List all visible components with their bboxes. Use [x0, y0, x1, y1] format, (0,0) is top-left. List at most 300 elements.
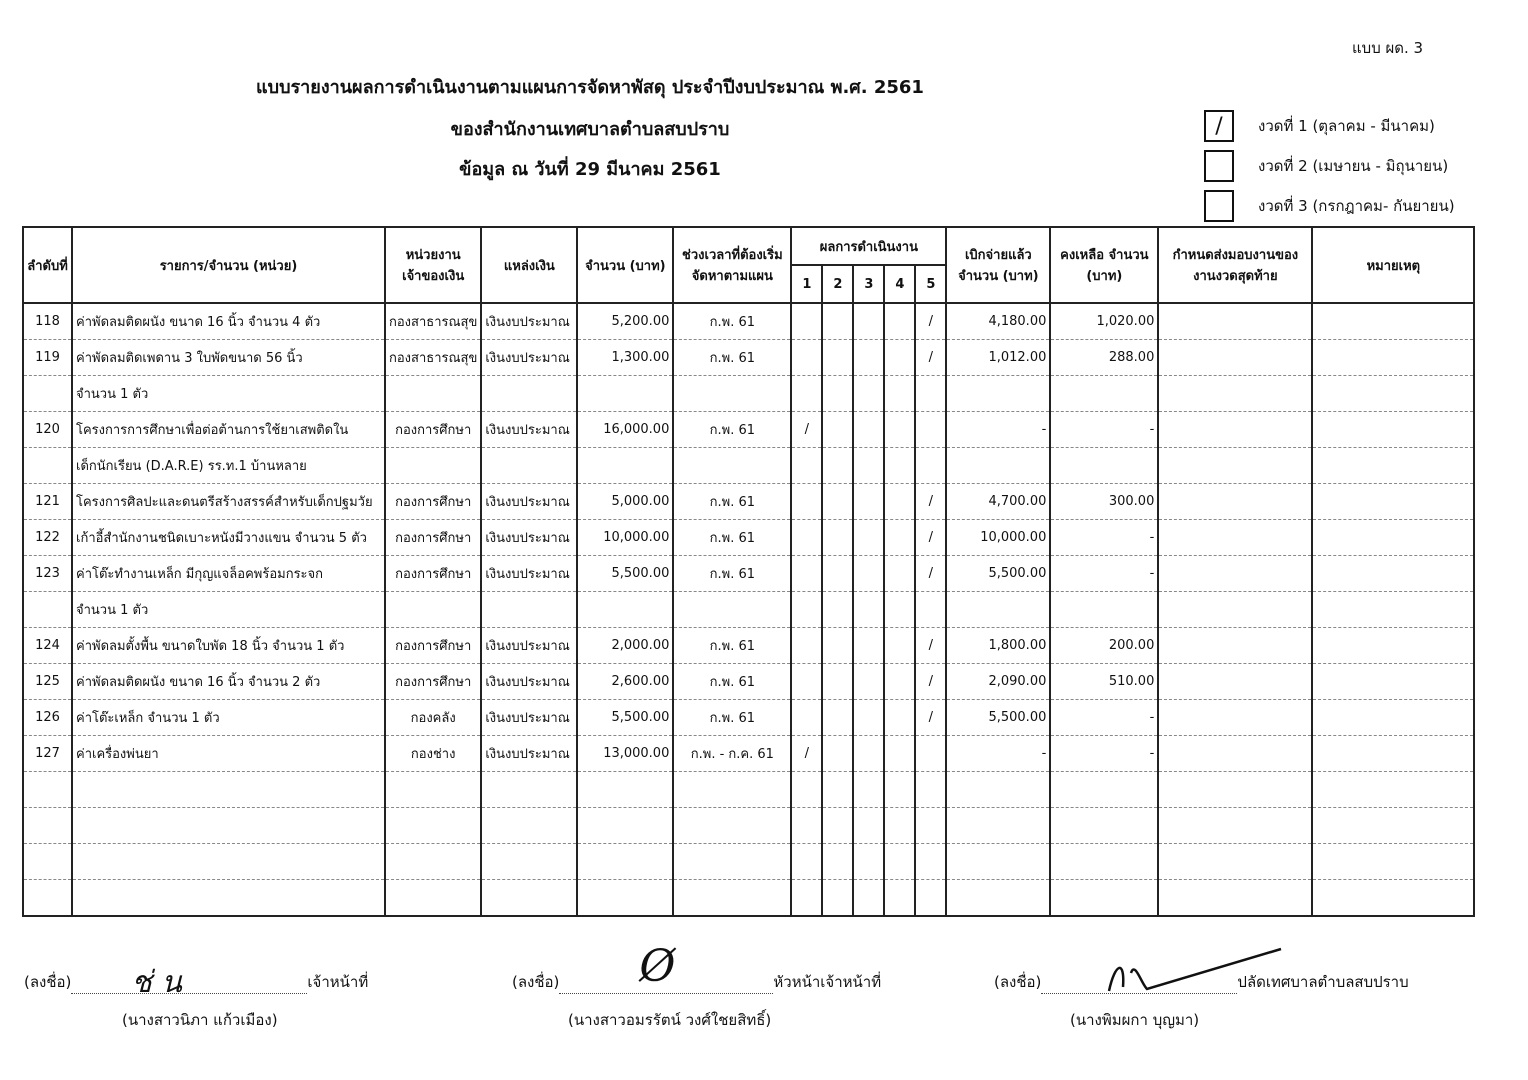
- cell-amount: [577, 592, 673, 628]
- cell-r5: /: [915, 340, 946, 376]
- procurement-table: [22, 226, 1475, 917]
- cell-r4: [884, 664, 915, 700]
- cell-item: ค่าพัดลมติดผนัง ขนาด 16 นิ้ว จำนวน 4 ตัว: [72, 303, 385, 340]
- cell-deadline: [1158, 628, 1312, 664]
- cell-note: [1312, 700, 1474, 736]
- cell-r2: [822, 592, 853, 628]
- cell-source: เงินงบประมาณ: [481, 700, 577, 736]
- cell-unit: กองช่าง: [385, 736, 481, 772]
- cell-paid: [946, 844, 1050, 880]
- cell-amount: [577, 772, 673, 808]
- cell-amount: 1,300.00: [577, 340, 673, 376]
- period-option-3[interactable]: [1204, 190, 1455, 222]
- cell-r4: [884, 412, 915, 448]
- cell-period: [673, 808, 791, 844]
- cell-period: [673, 880, 791, 917]
- cell-item: จำนวน 1 ตัว: [72, 592, 385, 628]
- cell-r4: [884, 808, 915, 844]
- cell-r2: [822, 808, 853, 844]
- cell-note: [1312, 808, 1474, 844]
- cell-deadline: [1158, 736, 1312, 772]
- cell-unit: [385, 448, 481, 484]
- cell-r1: [791, 520, 822, 556]
- cell-r4: [884, 484, 915, 520]
- cell-deadline: [1158, 880, 1312, 917]
- cell-source: [481, 844, 577, 880]
- cell-remain: [1050, 592, 1158, 628]
- cell-item: [72, 880, 385, 917]
- cell-period: [673, 844, 791, 880]
- cell-unit: [385, 592, 481, 628]
- sign-role: หัวหน้าเจ้าหน้าที่: [773, 973, 882, 991]
- sign-role: ปลัดเทศบาลตำบลสบปราบ: [1237, 973, 1409, 991]
- table-row: [23, 412, 1474, 448]
- cell-item: ค่าพัดลมติดเพดาน 3 ใบพัดขนาด 56 นิ้ว: [72, 340, 385, 376]
- report-date: ข้อมูล ณ วันที่ 29 มีนาคม 2561: [459, 159, 721, 180]
- cell-paid: 5,500.00: [946, 556, 1050, 592]
- cell-period: ก.พ. 61: [673, 340, 791, 376]
- cell-deadline: [1158, 340, 1312, 376]
- period-checkbox-1[interactable]: /: [1204, 110, 1234, 142]
- cell-period: ก.พ. 61: [673, 628, 791, 664]
- cell-paid: [946, 880, 1050, 917]
- table-row: [23, 772, 1474, 808]
- cell-r5: [915, 592, 946, 628]
- cell-paid: 4,700.00: [946, 484, 1050, 520]
- cell-no: 126: [23, 700, 72, 736]
- cell-source: [481, 880, 577, 917]
- cell-source: เงินงบประมาณ: [481, 340, 577, 376]
- cell-no: [23, 844, 72, 880]
- cell-r3: [853, 700, 884, 736]
- cell-r2: [822, 303, 853, 340]
- cell-r3: [853, 736, 884, 772]
- cell-r2: [822, 520, 853, 556]
- cell-amount: 5,500.00: [577, 700, 673, 736]
- cell-amount: [577, 376, 673, 412]
- cell-source: เงินงบประมาณ: [481, 628, 577, 664]
- cell-remain: -: [1050, 700, 1158, 736]
- cell-period: [673, 376, 791, 412]
- header-result-4: 4: [884, 265, 915, 303]
- cell-source: เงินงบประมาณ: [481, 736, 577, 772]
- cell-note: [1312, 628, 1474, 664]
- cell-note: [1312, 303, 1474, 340]
- period-checkbox-3[interactable]: [1204, 190, 1234, 222]
- header-period: ช่วงเวลาที่ต้องเริ่มจัดหาตามแผน: [673, 227, 791, 303]
- cell-source: [481, 376, 577, 412]
- cell-item: ค่าพัดลมติดผนัง ขนาด 16 นิ้ว จำนวน 2 ตัว: [72, 664, 385, 700]
- cell-r4: [884, 628, 915, 664]
- signature-name-clerk: (นางพิมผกา บุญมา): [1070, 1011, 1200, 1029]
- cell-r5: /: [915, 700, 946, 736]
- cell-unit: กองการศึกษา: [385, 664, 481, 700]
- cell-no: [23, 592, 72, 628]
- cell-no: 122: [23, 520, 72, 556]
- cell-remain: 1,020.00: [1050, 303, 1158, 340]
- cell-note: [1312, 880, 1474, 917]
- header-note: หมายเหตุ: [1312, 227, 1474, 303]
- signature-line: [559, 941, 773, 994]
- cell-r3: [853, 772, 884, 808]
- cell-period: [673, 448, 791, 484]
- cell-paid: [946, 772, 1050, 808]
- cell-no: 120: [23, 412, 72, 448]
- cell-r1: [791, 376, 822, 412]
- cell-deadline: [1158, 664, 1312, 700]
- cell-deadline: [1158, 484, 1312, 520]
- cell-r2: [822, 628, 853, 664]
- signature-name-officer: (นางสาวนิภา แก้วเมือง): [122, 1011, 278, 1029]
- cell-r2: [822, 736, 853, 772]
- cell-period: ก.พ. 61: [673, 484, 791, 520]
- cell-amount: [577, 808, 673, 844]
- cell-r5: [915, 880, 946, 917]
- cell-deadline: [1158, 772, 1312, 808]
- cell-paid: [946, 448, 1050, 484]
- cell-unit: [385, 880, 481, 917]
- cell-paid: -: [946, 736, 1050, 772]
- cell-source: เงินงบประมาณ: [481, 303, 577, 340]
- cell-remain: [1050, 844, 1158, 880]
- cell-r2: [822, 664, 853, 700]
- cell-r3: [853, 340, 884, 376]
- cell-unit: กองการศึกษา: [385, 412, 481, 448]
- cell-period: ก.พ. 61: [673, 664, 791, 700]
- cell-note: [1312, 736, 1474, 772]
- cell-note: [1312, 448, 1474, 484]
- cell-r3: [853, 520, 884, 556]
- cell-r3: [853, 628, 884, 664]
- cell-amount: [577, 448, 673, 484]
- cell-r2: [822, 844, 853, 880]
- table-row: [23, 484, 1474, 520]
- cell-deadline: [1158, 520, 1312, 556]
- cell-r2: [822, 412, 853, 448]
- cell-deadline: [1158, 412, 1312, 448]
- cell-remain: -: [1050, 412, 1158, 448]
- cell-remain: 300.00: [1050, 484, 1158, 520]
- cell-r1: [791, 772, 822, 808]
- cell-r1: [791, 484, 822, 520]
- cell-deadline: [1158, 448, 1312, 484]
- cell-r5: [915, 808, 946, 844]
- cell-r5: [915, 376, 946, 412]
- cell-unit: กองการศึกษา: [385, 628, 481, 664]
- cell-deadline: [1158, 700, 1312, 736]
- cell-note: [1312, 484, 1474, 520]
- cell-deadline: [1158, 556, 1312, 592]
- cell-r2: [822, 772, 853, 808]
- header-result-5: 5: [915, 265, 946, 303]
- cell-remain: -: [1050, 736, 1158, 772]
- table-row: [23, 700, 1474, 736]
- cell-amount: [577, 880, 673, 917]
- cell-r3: [853, 880, 884, 917]
- period-option-2[interactable]: [1204, 150, 1448, 182]
- cell-r3: [853, 664, 884, 700]
- cell-r2: [822, 880, 853, 917]
- cell-paid: -: [946, 412, 1050, 448]
- sign-prefix: (ลงชื่อ): [994, 973, 1042, 991]
- cell-r3: [853, 484, 884, 520]
- cell-note: [1312, 772, 1474, 808]
- cell-item: เก้าอี้สำนักงานชนิดเบาะหนังมีวางแขน จำนวน 5 ตัว: [72, 520, 385, 556]
- signature-line: [1041, 993, 1237, 994]
- cell-r2: [822, 484, 853, 520]
- period-option-1[interactable]: [1204, 110, 1435, 142]
- sign-role: เจ้าหน้าที่: [307, 973, 369, 991]
- cell-paid: [946, 808, 1050, 844]
- cell-no: 127: [23, 736, 72, 772]
- cell-remain: [1050, 808, 1158, 844]
- header-result-1: 1: [791, 265, 822, 303]
- cell-note: [1312, 520, 1474, 556]
- organization-title: ของสำนักงานเทศบาลตำบลสบปราบ: [450, 119, 730, 140]
- cell-remain: [1050, 772, 1158, 808]
- header-amount: จำนวน (บาท): [577, 227, 673, 303]
- cell-item: โครงการศิลปะและดนตรีสร้างสรรค์สำหรับเด็กปฐมวัย: [72, 484, 385, 520]
- cell-r2: [822, 700, 853, 736]
- cell-r4: [884, 303, 915, 340]
- cell-period: [673, 772, 791, 808]
- cell-remain: 200.00: [1050, 628, 1158, 664]
- cell-note: [1312, 592, 1474, 628]
- cell-no: 119: [23, 340, 72, 376]
- header-result-2: 2: [822, 265, 853, 303]
- cell-note: [1312, 340, 1474, 376]
- cell-no: 124: [23, 628, 72, 664]
- cell-amount: 2,000.00: [577, 628, 673, 664]
- handwritten-signature: ช่ น: [131, 965, 182, 1000]
- cell-r2: [822, 556, 853, 592]
- cell-r5: [915, 772, 946, 808]
- cell-r1: [791, 556, 822, 592]
- cell-remain: [1050, 448, 1158, 484]
- cell-r5: /: [915, 303, 946, 340]
- period-label-1: งวดที่ 1 (ตุลาคม - มีนาคม): [1258, 117, 1435, 135]
- cell-deadline: [1158, 303, 1312, 340]
- cell-r3: [853, 592, 884, 628]
- cell-r5: [915, 844, 946, 880]
- cell-r5: /: [915, 628, 946, 664]
- cell-paid: 5,500.00: [946, 700, 1050, 736]
- table-row: [23, 844, 1474, 880]
- header-result-3: 3: [853, 265, 884, 303]
- table-row: [23, 736, 1474, 772]
- cell-deadline: [1158, 376, 1312, 412]
- cell-r4: [884, 376, 915, 412]
- cell-deadline: [1158, 592, 1312, 628]
- cell-source: [481, 772, 577, 808]
- cell-r5: /: [915, 484, 946, 520]
- cell-no: [23, 772, 72, 808]
- cell-amount: 5,500.00: [577, 556, 673, 592]
- cell-source: เงินงบประมาณ: [481, 664, 577, 700]
- cell-no: [23, 376, 72, 412]
- cell-paid: 1,800.00: [946, 628, 1050, 664]
- cell-no: 123: [23, 556, 72, 592]
- cell-r3: [853, 412, 884, 448]
- cell-source: [481, 448, 577, 484]
- cell-paid: 4,180.00: [946, 303, 1050, 340]
- cell-r1: [791, 592, 822, 628]
- cell-paid: [946, 376, 1050, 412]
- table-row: [23, 628, 1474, 664]
- table-row: [23, 340, 1474, 376]
- cell-r3: [853, 808, 884, 844]
- cell-item: ค่าโต๊ะเหล็ก จำนวน 1 ตัว: [72, 700, 385, 736]
- cell-source: [481, 808, 577, 844]
- sign-prefix: (ลงชื่อ): [24, 973, 72, 991]
- cell-amount: 5,200.00: [577, 303, 673, 340]
- cell-unit: กองการศึกษา: [385, 484, 481, 520]
- cell-r5: /: [915, 664, 946, 700]
- cell-period: ก.พ. 61: [673, 303, 791, 340]
- period-checkbox-2[interactable]: [1204, 150, 1234, 182]
- header-paid: เบิกจ่ายแล้ว จำนวน (บาท): [946, 227, 1050, 303]
- cell-item: ค่าโต๊ะทำงานเหล็ก มีกุญแจล็อคพร้อมกระจก: [72, 556, 385, 592]
- header-source: แหล่งเงิน: [481, 227, 577, 303]
- cell-unit: กองการศึกษา: [385, 520, 481, 556]
- header-deadline: กำหนดส่งมอบงานของงานงวดสุดท้าย: [1158, 227, 1312, 303]
- cell-no: [23, 880, 72, 917]
- cell-r4: [884, 772, 915, 808]
- report-title: แบบรายงานผลการดำเนินงานตามแผนการจัดหาพัสดุ ประจำปีงบประมาณ พ.ศ. 2561: [256, 77, 924, 98]
- cell-unit: กองการศึกษา: [385, 556, 481, 592]
- cell-r3: [853, 303, 884, 340]
- cell-r5: [915, 412, 946, 448]
- table-row: [23, 808, 1474, 844]
- table-row: [23, 303, 1474, 340]
- cell-source: เงินงบประมาณ: [481, 412, 577, 448]
- cell-remain: 288.00: [1050, 340, 1158, 376]
- cell-r4: [884, 844, 915, 880]
- cell-r5: [915, 448, 946, 484]
- cell-r1: /: [791, 412, 822, 448]
- cell-source: เงินงบประมาณ: [481, 556, 577, 592]
- cell-unit: [385, 844, 481, 880]
- cell-unit: กองสาธารณสุข: [385, 340, 481, 376]
- period-label-2: งวดที่ 2 (เมษายน - มิถุนายน): [1258, 157, 1449, 175]
- cell-r3: [853, 556, 884, 592]
- header-result: ผลการดำเนินงาน: [791, 227, 946, 265]
- cell-paid: 2,090.00: [946, 664, 1050, 700]
- cell-item: [72, 772, 385, 808]
- cell-item: โครงการการศึกษาเพื่อต่อต้านการใช้ยาเสพติดใน: [72, 412, 385, 448]
- cell-period: ก.พ. - ก.ค. 61: [673, 736, 791, 772]
- cell-period: ก.พ. 61: [673, 520, 791, 556]
- table-row: [23, 448, 1474, 484]
- table-row: [23, 556, 1474, 592]
- cell-amount: 5,000.00: [577, 484, 673, 520]
- cell-note: [1312, 412, 1474, 448]
- cell-r1: [791, 340, 822, 376]
- cell-item: [72, 808, 385, 844]
- period-label-3: งวดที่ 3 (กรกฎาคม- กันยายน): [1258, 197, 1455, 215]
- cell-r1: [791, 700, 822, 736]
- cell-r2: [822, 340, 853, 376]
- cell-amount: 2,600.00: [577, 664, 673, 700]
- cell-paid: 10,000.00: [946, 520, 1050, 556]
- cell-r4: [884, 592, 915, 628]
- cell-remain: 510.00: [1050, 664, 1158, 700]
- cell-r3: [853, 376, 884, 412]
- cell-r1: [791, 844, 822, 880]
- cell-r1: [791, 664, 822, 700]
- cell-source: เงินงบประมาณ: [481, 520, 577, 556]
- cell-period: ก.พ. 61: [673, 700, 791, 736]
- cell-note: [1312, 664, 1474, 700]
- header-no: ลำดับที่: [23, 227, 72, 303]
- cell-no: 125: [23, 664, 72, 700]
- cell-remain: [1050, 376, 1158, 412]
- form-code: แบบ ผด. 3: [1352, 39, 1424, 57]
- cell-amount: 16,000.00: [577, 412, 673, 448]
- cell-period: ก.พ. 61: [673, 412, 791, 448]
- cell-no: 121: [23, 484, 72, 520]
- cell-paid: 1,012.00: [946, 340, 1050, 376]
- cell-r4: [884, 556, 915, 592]
- cell-item: ค่าเครื่องพ่นยา: [72, 736, 385, 772]
- cell-r4: [884, 340, 915, 376]
- signature-block-clerk: [994, 970, 1409, 994]
- cell-no: 118: [23, 303, 72, 340]
- header-unit: หน่วยงานเจ้าของเงิน: [385, 227, 481, 303]
- cell-r5: /: [915, 520, 946, 556]
- cell-paid: [946, 592, 1050, 628]
- signature-line: [71, 965, 307, 1000]
- cell-unit: กองคลัง: [385, 700, 481, 736]
- table-row: [23, 880, 1474, 917]
- cell-period: ก.พ. 61: [673, 556, 791, 592]
- signature-block-head: [512, 941, 882, 994]
- cell-amount: [577, 844, 673, 880]
- cell-amount: 10,000.00: [577, 520, 673, 556]
- header-item: รายการ/จำนวน (หน่วย): [72, 227, 385, 303]
- cell-r4: [884, 880, 915, 917]
- cell-unit: [385, 772, 481, 808]
- cell-r4: [884, 448, 915, 484]
- cell-no: [23, 808, 72, 844]
- table-row: [23, 376, 1474, 412]
- cell-deadline: [1158, 844, 1312, 880]
- cell-no: [23, 448, 72, 484]
- cell-unit: กองสาธารณสุข: [385, 303, 481, 340]
- cell-item: เด็กนักเรียน (D.A.R.E) รร.ท.1 บ้านหลาย: [72, 448, 385, 484]
- cell-r4: [884, 520, 915, 556]
- cell-r2: [822, 448, 853, 484]
- handwritten-signature: [1101, 943, 1291, 1003]
- table-row: [23, 592, 1474, 628]
- cell-r3: [853, 844, 884, 880]
- cell-r5: [915, 736, 946, 772]
- cell-item: จำนวน 1 ตัว: [72, 376, 385, 412]
- cell-note: [1312, 376, 1474, 412]
- cell-source: [481, 592, 577, 628]
- cell-remain: -: [1050, 556, 1158, 592]
- cell-period: [673, 592, 791, 628]
- cell-item: ค่าพัดลมตั้งพื้น ขนาดใบพัด 18 นิ้ว จำนวน 1 ตัว: [72, 628, 385, 664]
- cell-unit: [385, 808, 481, 844]
- cell-remain: -: [1050, 520, 1158, 556]
- signature-name-head: (นางสาวอมรรัตน์ วงศ์ใชยสิทธิ์): [568, 1011, 772, 1029]
- signature-block-officer: [24, 965, 369, 1000]
- handwritten-signature: Ø: [639, 941, 676, 992]
- cell-r5: /: [915, 556, 946, 592]
- cell-r1: [791, 448, 822, 484]
- cell-r1: [791, 303, 822, 340]
